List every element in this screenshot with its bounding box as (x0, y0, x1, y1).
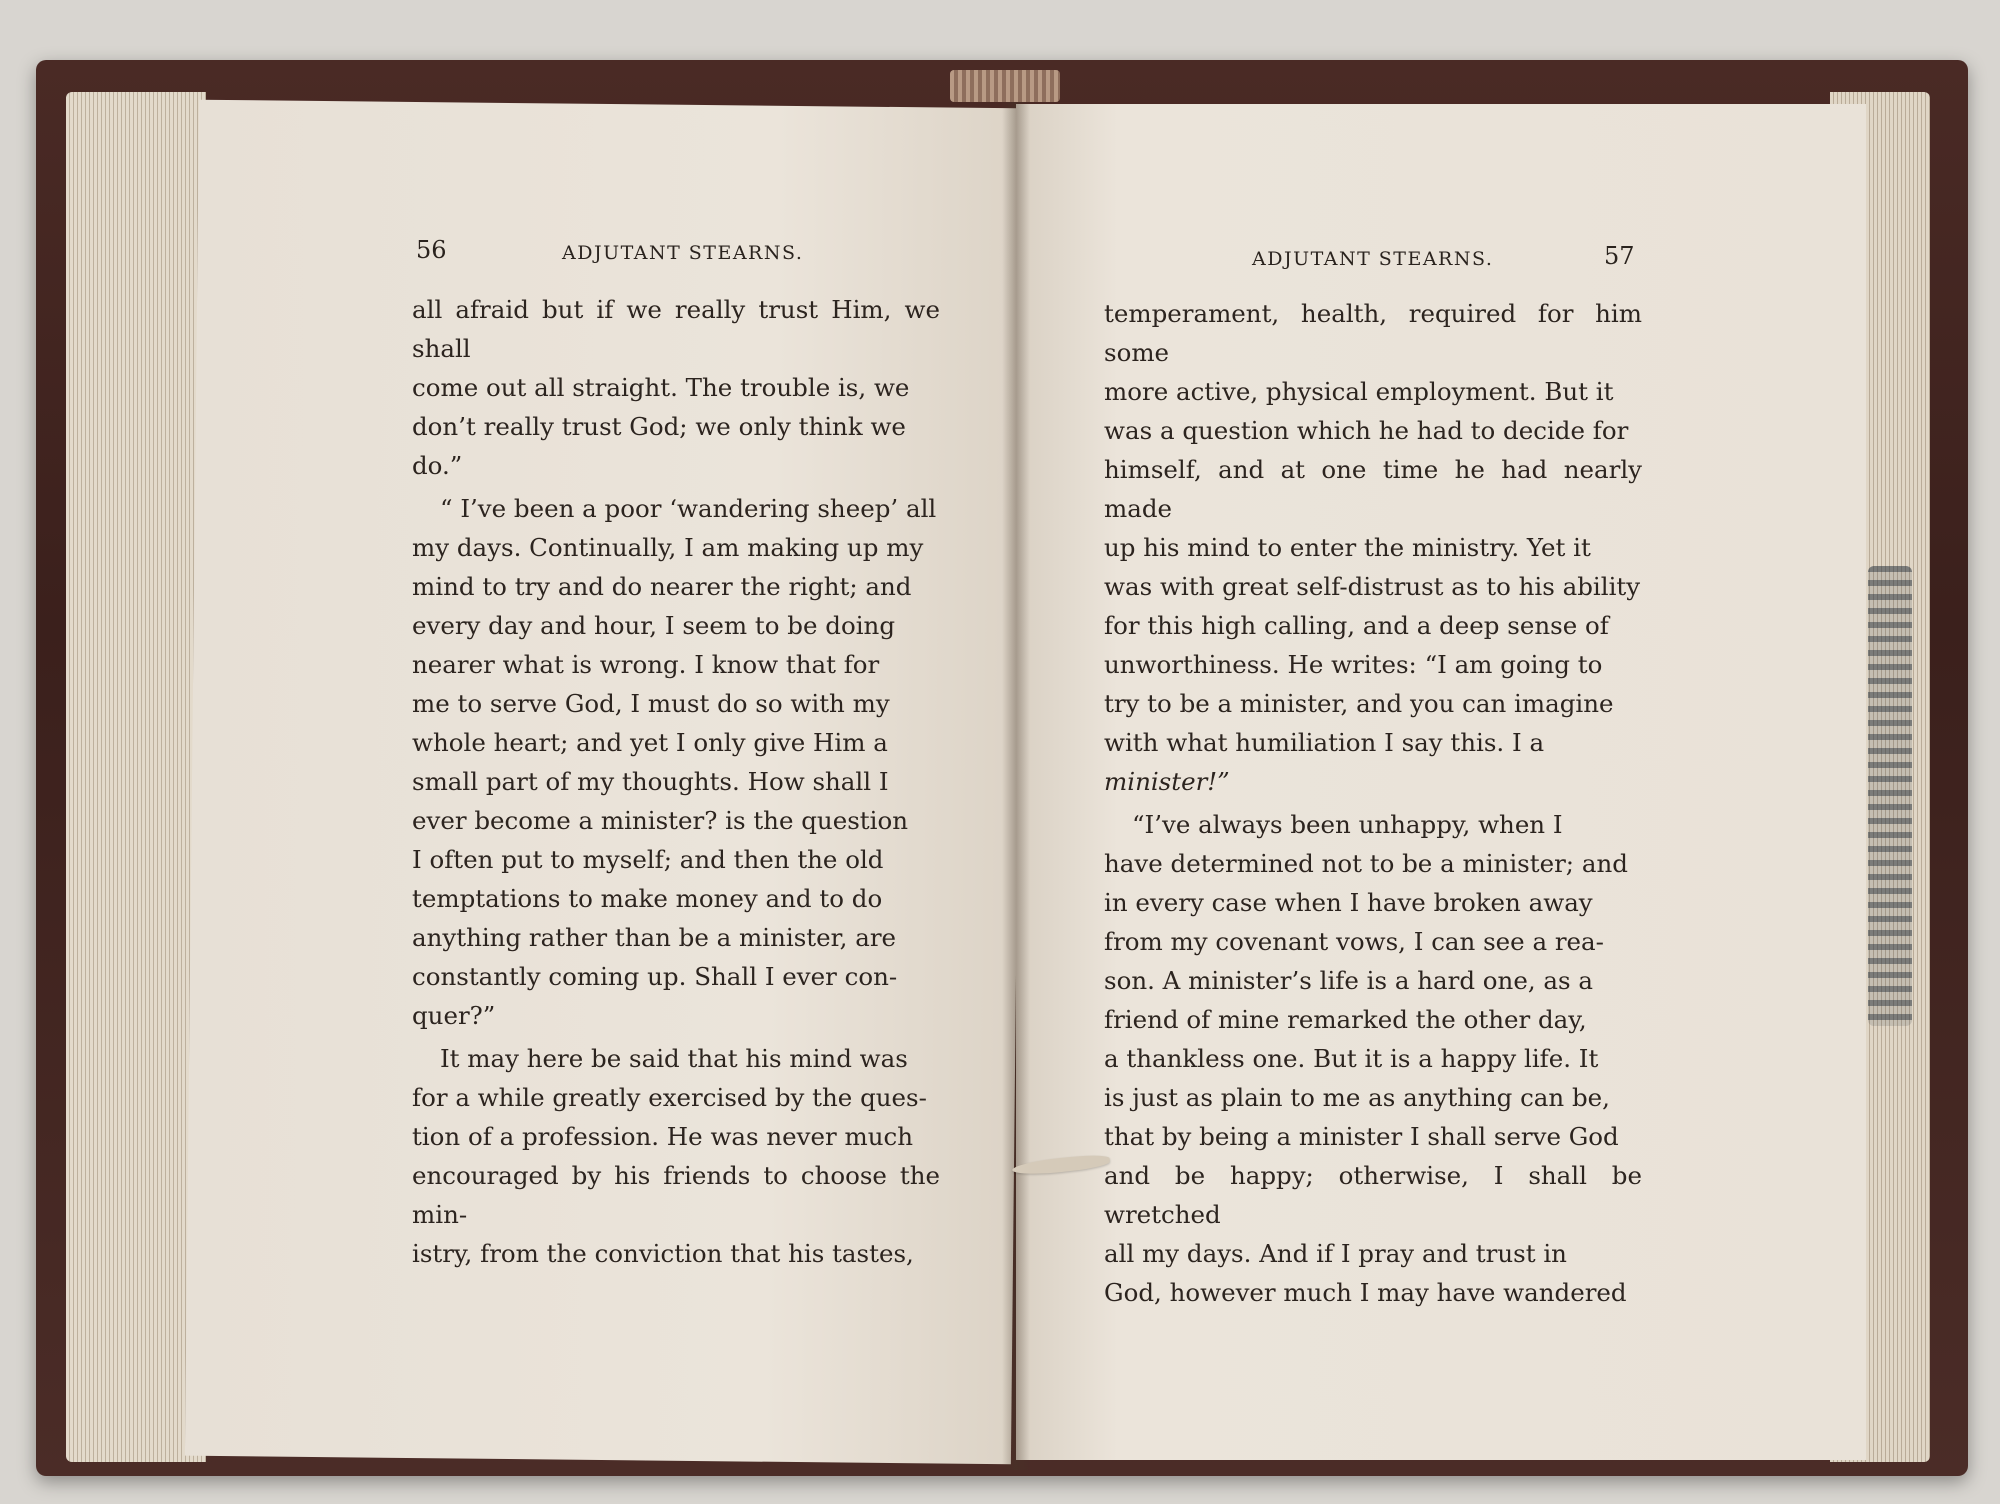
text-line: friend of mine remarked the other day, (1104, 1005, 1587, 1034)
text-line: have determined not to be a minister; and (1104, 849, 1628, 878)
text-line: himself, and at one time he had nearly made (1104, 455, 1642, 523)
text-line: was with great self-distrust as to his ability (1104, 572, 1641, 601)
text-line: a thankless one. But it is a happy life. It (1104, 1044, 1599, 1073)
text-line: do.” (412, 451, 463, 480)
text-line: I often put to myself; and then the old (412, 845, 884, 874)
right-paragraph-1 (1104, 294, 1642, 801)
text-line: all my days. And if I pray and trust in (1104, 1239, 1567, 1268)
text-line: with what humiliation I say this. I a (1104, 728, 1545, 757)
text-line: come out all straight. The trouble is, we (412, 373, 910, 402)
text-line: temperament, health, required for him some (1104, 299, 1642, 367)
text-line: tion of a profession. He was never much (412, 1122, 914, 1151)
text-line: every day and hour, I seem to be doing (412, 611, 896, 640)
text-line: up his mind to enter the ministry. Yet it (1104, 533, 1591, 562)
text-line: encouraged by his friends to choose the min- (412, 1161, 940, 1229)
text-line: for this high calling, and a deep sense of (1104, 611, 1609, 640)
text-line: istry, from the conviction that his tastes, (412, 1239, 914, 1268)
left-running-head: ADJUTANT STEARNS. (562, 242, 804, 264)
text-line: from my covenant vows, I can see a rea- (1104, 927, 1604, 956)
text-line: son. A minister’s life is a hard one, as a (1104, 966, 1593, 995)
text-line: in every case when I have broken away (1104, 888, 1593, 917)
text-line: constantly coming up. Shall I ever con- (412, 962, 898, 991)
text-line: God, however much I may have wandered (1104, 1278, 1627, 1307)
text-line: quer?” (412, 1001, 496, 1030)
text-line: for a while greatly exercised by the ques- (412, 1083, 927, 1112)
text-line: more active, physical employment. But it (1104, 377, 1614, 406)
text-line: me to serve God, I must do so with my (412, 689, 890, 718)
left-page-number: 56 (416, 236, 447, 264)
right-page-body (1104, 294, 1642, 1312)
text-line: anything rather than be a minister, are (412, 923, 897, 952)
text-line: It may here be said that his mind was (440, 1044, 908, 1073)
right-page-number: 57 (1604, 242, 1635, 270)
text-line: was a question which he had to decide for (1104, 416, 1629, 445)
text-line: whole heart; and yet I only give Him a (412, 728, 888, 757)
headband (950, 70, 1060, 102)
text-line: minister!” (1104, 767, 1230, 796)
ink-stain (1868, 566, 1912, 1026)
left-paragraph-2 (412, 489, 940, 1035)
text-line: don’t really trust God; we only think we (412, 412, 906, 441)
text-line: nearer what is wrong. I know that for (412, 650, 880, 679)
text-line: is just as plain to me as anything can be, (1104, 1083, 1610, 1112)
right-paragraph-2 (1104, 805, 1642, 1312)
right-running-head: ADJUTANT STEARNS. (1252, 248, 1494, 270)
text-line: “ I’ve been a poor ‘wandering sheep’ all (440, 494, 937, 523)
left-paragraph-1 (412, 290, 940, 485)
text-line: and be happy; otherwise, I shall be wretched (1104, 1161, 1642, 1229)
text-line: temptations to make money and to do (412, 884, 883, 913)
text-line: small part of my thoughts. How shall I (412, 767, 889, 796)
left-page-body (412, 290, 940, 1273)
text-line: unworthiness. He writes: “I am going to (1104, 650, 1603, 679)
book-gutter (1002, 70, 1030, 1470)
text-line: my days. Continually, I am making up my (412, 533, 924, 562)
text-line: that by being a minister I shall serve God (1104, 1122, 1619, 1151)
text-line: all afraid but if we really trust Him, we shall (412, 295, 940, 363)
text-line: ever become a minister? is the question (412, 806, 908, 835)
text-line: “I’ve always been unhappy, when I (1132, 810, 1563, 839)
text-line: mind to try and do nearer the right; and (412, 572, 912, 601)
left-paragraph-3 (412, 1039, 940, 1273)
text-line: try to be a minister, and you can imagine (1104, 689, 1614, 718)
left-page-edges (66, 92, 206, 1462)
